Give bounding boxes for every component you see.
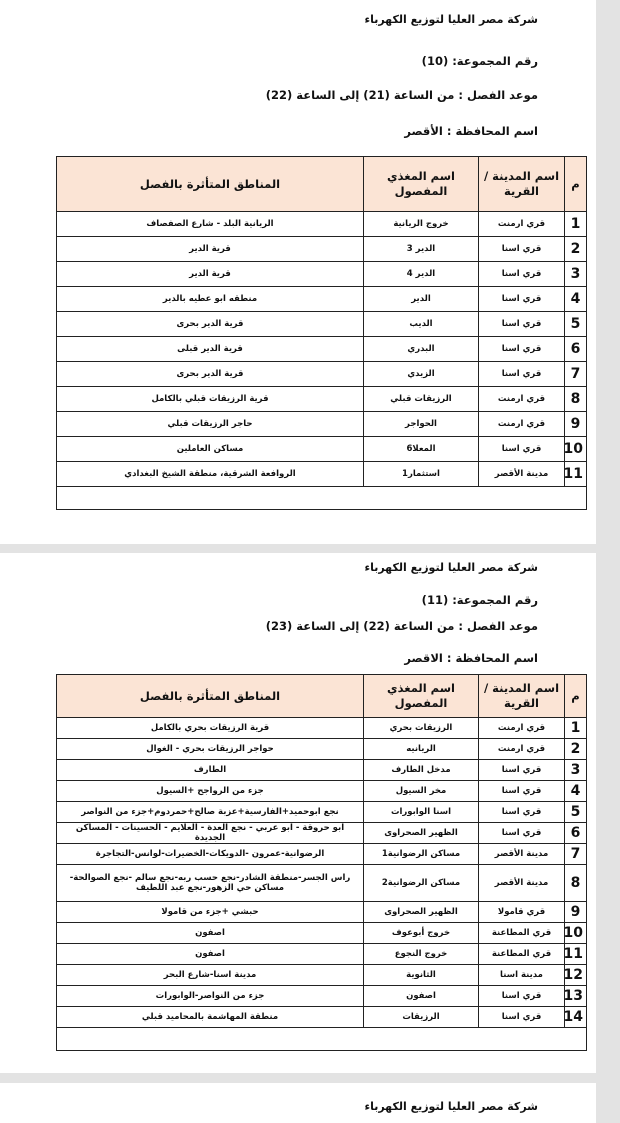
row-feeder: الدير 3 [364,237,479,262]
table-row [57,802,587,823]
row-city: قري اسنا [479,362,565,387]
table-row [57,823,587,844]
row-number: 8 [565,865,587,902]
row-feeder: الدير [364,287,479,312]
row-feeder: اصفون [364,986,479,1007]
row-areas: جزء من النواصر-الوابورات [57,986,364,1007]
row-feeder: الحواجر [364,412,479,437]
schedule-table [56,674,587,1051]
table-empty-row [57,1028,587,1051]
table-row [57,212,587,237]
row-areas: نجع ابوحميد+الفارسية+عزبة صالح+حمردوم+جزء من النواصر [57,802,364,823]
row-number: 10 [565,923,587,944]
table-row [57,237,587,262]
row-city: قري اسنا [479,986,565,1007]
row-city: قري اسنا [479,287,565,312]
row-city: قري ارمنت [479,412,565,437]
header-number: م [565,675,587,718]
row-feeder: الرزيقات [364,1007,479,1028]
table-row [57,760,587,781]
row-number: 1 [565,212,587,237]
row-areas: حواجر الرزيقات بحري - الغوال [57,739,364,760]
row-feeder: خروج أبوعوف [364,923,479,944]
header-city: اسم المدينة / القرية [479,675,565,718]
table-row [57,739,587,760]
row-number: 2 [565,237,587,262]
row-feeder: الدير 4 [364,262,479,287]
row-number: 6 [565,337,587,362]
company-name: شركة مصر العليا لتوزيع الكهرباء [364,13,538,26]
company-name: شركة مصر العليا لتوزيع الكهرباء [364,1100,538,1113]
row-areas: منطقه ابو عطيه بالدير [57,287,364,312]
row-feeder: خروج الريانية [364,212,479,237]
row-areas: الروافعة الشرقية، منطقة الشيخ البغدادي [57,462,364,487]
row-feeder: الرزيقات قبلي [364,387,479,412]
row-city: قري اسنا [479,802,565,823]
row-number: 7 [565,844,587,865]
row-areas: قرية الرزيقات قبلي بالكامل [57,387,364,412]
row-areas: راس الجسر-منطقة الشادر-نجع حسب ربه-نجع سالم -نجع الصوالحة-مساكن حي الزهور-نجع عبد اللطيف [57,865,364,902]
table-row [57,902,587,923]
table-row [57,462,587,487]
row-number: 4 [565,781,587,802]
row-city: قري اسنا [479,823,565,844]
row-number: 3 [565,760,587,781]
governorate: اسم المحافظة : الأقصر [404,124,538,138]
row-city: قري ارمنت [479,739,565,760]
table-row [57,412,587,437]
row-areas: مساكن العاملين [57,437,364,462]
group-number: رقم المجموعة: (10) [421,54,538,68]
row-areas: اصفون [57,923,364,944]
row-city: مدينة الأقصر [479,462,565,487]
table-row [57,312,587,337]
row-city: قري ارمنت [479,387,565,412]
row-number: 3 [565,262,587,287]
table-header-row [57,157,587,212]
row-city: قري اسنا [479,1007,565,1028]
table-row [57,262,587,287]
row-number: 9 [565,412,587,437]
table-row [57,718,587,739]
row-number: 2 [565,739,587,760]
table-row [57,287,587,312]
row-number: 7 [565,362,587,387]
row-feeder: استثمار1 [364,462,479,487]
table-row [57,337,587,362]
row-city: قري قامولا [479,902,565,923]
row-feeder: مساكن الرضوانية1 [364,844,479,865]
row-areas: الرضوانية-عمرون -الدويكات-الخضيرات-لوانس-التجاجرة [57,844,364,865]
row-areas: حاجر الرزيقات قبلي [57,412,364,437]
row-feeder: خروج النجوع [364,944,479,965]
row-number: 5 [565,312,587,337]
row-areas: مدينة اسنا-شارع البحر [57,965,364,986]
row-number: 4 [565,287,587,312]
row-number: 9 [565,902,587,923]
row-areas: حبشي +جزء من قامولا [57,902,364,923]
row-areas: اصفون [57,944,364,965]
row-city: قري اسنا [479,760,565,781]
row-number: 14 [565,1007,587,1028]
table-row [57,923,587,944]
table-row [57,865,587,902]
table-row [57,965,587,986]
empty-cell [57,487,587,510]
row-city: قري اسنا [479,437,565,462]
row-city: قري المطاعنة [479,923,565,944]
cut-time: موعد الفصل : من الساعة (21) إلى الساعة (22) [265,88,538,102]
row-city: قري اسنا [479,312,565,337]
row-feeder: الثانوية [364,965,479,986]
table-row [57,944,587,965]
row-number: 11 [565,462,587,487]
row-areas: قرية الدير [57,262,364,287]
table-row [57,1007,587,1028]
row-feeder: مدخل الطارف [364,760,479,781]
row-feeder: مخر السيول [364,781,479,802]
row-city: قري اسنا [479,237,565,262]
document-page-1 [0,0,596,544]
row-feeder: البدري [364,337,479,362]
company-name: شركة مصر العليا لتوزيع الكهرباء [364,561,538,574]
row-number: 6 [565,823,587,844]
table-row [57,437,587,462]
row-city: مدينة الأقصر [479,865,565,902]
cut-time: موعد الفصل : من الساعة (22) إلى الساعة (23) [265,619,538,633]
row-number: 5 [565,802,587,823]
row-areas: قرية الدير قبلى [57,337,364,362]
group-number: رقم المجموعة: (11) [421,593,538,607]
row-areas: قرية الدير بحرى [57,362,364,387]
table-empty-row [57,487,587,510]
row-city: قري اسنا [479,262,565,287]
row-feeder: اسنا الوابورات [364,802,479,823]
document-page-2 [0,553,596,1073]
row-areas: منطقة المهاشمة بالمحاميد قبلي [57,1007,364,1028]
header-feeder: اسم المغذي المفصول [364,157,479,212]
row-number: 8 [565,387,587,412]
row-city: قري اسنا [479,337,565,362]
row-areas: الطارف [57,760,364,781]
row-feeder: المعلا6 [364,437,479,462]
row-number: 13 [565,986,587,1007]
row-areas: قرية الدير بحرى [57,312,364,337]
row-feeder: مساكن الرضوانية2 [364,865,479,902]
table-header-row [57,675,587,718]
schedule-table [56,156,587,510]
table-row [57,781,587,802]
header-city: اسم المدينة / القرية [479,157,565,212]
row-areas: قرية الدير [57,237,364,262]
row-city: مدينة اسنا [479,965,565,986]
row-city: قري ارمنت [479,718,565,739]
row-number: 11 [565,944,587,965]
table-row [57,986,587,1007]
row-city: قري اسنا [479,781,565,802]
row-areas: قرية الرزيقات بحري بالكامل [57,718,364,739]
row-feeder: الرزيقات بحري [364,718,479,739]
table-row [57,844,587,865]
row-city: قري ارمنت [479,212,565,237]
table-row [57,387,587,412]
header-number: م [565,157,587,212]
row-city: مدينة الأقصر [479,844,565,865]
row-feeder: الريانيه [364,739,479,760]
row-number: 12 [565,965,587,986]
row-feeder: الظهير الصحراوى [364,823,479,844]
row-city: قري المطاعنة [479,944,565,965]
header-feeder: اسم المغذي المفصول [364,675,479,718]
document-page-3 [0,1083,596,1123]
row-number: 1 [565,718,587,739]
row-areas: الريانية البلد - شارع الصفصاف [57,212,364,237]
row-feeder: الديب [364,312,479,337]
table-row [57,362,587,387]
header-areas: المناطق المتأثرة بالفصل [57,675,364,718]
empty-cell [57,1028,587,1051]
row-areas: ابو حروقة - ابو عربي - نجع العدة - العلايم - الحسينات - المساكن الجديدة [57,823,364,844]
row-areas: جزء من الرواجح +السيول [57,781,364,802]
row-feeder: الزيدي [364,362,479,387]
governorate: اسم المحافظة : الاقصر [404,651,538,665]
header-areas: المناطق المتأثرة بالفصل [57,157,364,212]
row-number: 10 [565,437,587,462]
row-feeder: الظهير الصحراوى [364,902,479,923]
